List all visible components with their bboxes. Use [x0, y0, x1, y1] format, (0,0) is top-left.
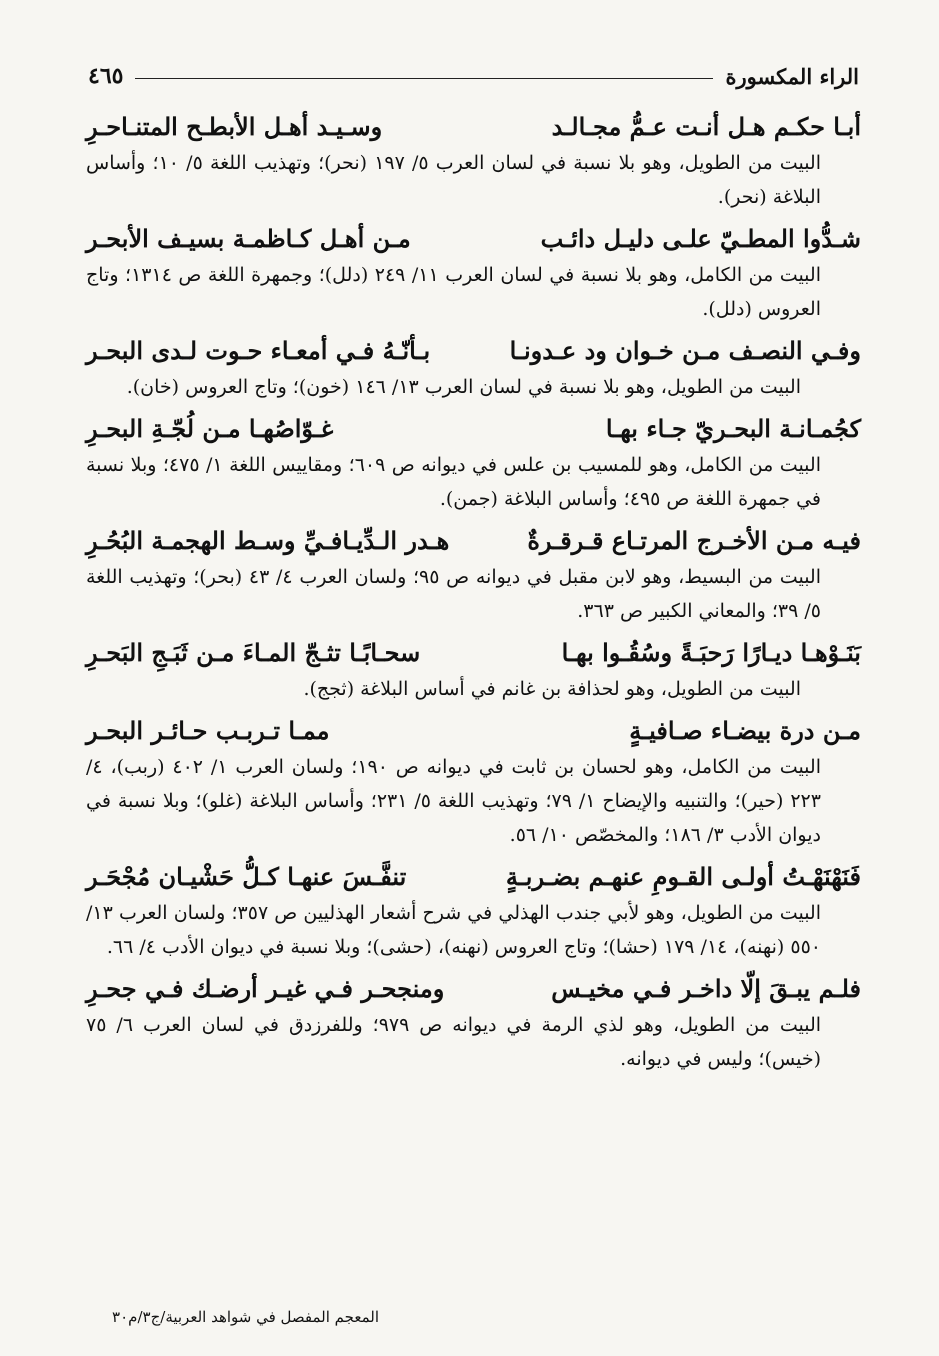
verse-citation: البيت من الكامل، وهو لحسان بن ثابت في ديوانه ص ١٩٠؛ ولسان العرب ١/ ٤٠٢ (ربب)، ٤/ ٢٢٣ (حير)؛ والتنبيه والإيضاح ١/ ٧٩؛ وتهذيب اللغة ٥/ ٢٣١؛ وأساس البلاغة (غلو)؛ وبلا نسبة في ديوان الأدب ٣/ ١٨٦؛ والمخصّص ١٠/ ٥٦.: [86, 756, 821, 846]
second-hemistich: تنفَّـسَ عنهـا كـلُّ حَشْيـان مُجْحَـر: [86, 862, 407, 891]
verse-citation: البيت من الكامل، وهو بلا نسبة في لسان العرب ١١/ ٢٤٩ (دلل)؛ وجمهرة اللغة ص ١٣١٤؛ وتاج العروس (دلل).: [86, 264, 821, 320]
verse-line: [86, 220, 861, 258]
page-number: ٤٦٥: [88, 63, 124, 89]
first-hemistich: شـدُّوا المطـيّ علـى دليـل دائـب: [540, 224, 861, 253]
verse-line: [86, 712, 861, 750]
verse-line: [86, 522, 861, 560]
verse-citation: البيت من الطويل، وهو لذي الرمة في ديوانه ص ٩٧٩؛ وللفرزدق في لسان العرب ٦/ ٧٥ (خيس)؛ وليس في ديوانه.: [86, 1014, 822, 1070]
verse-citation: البيت من الطويل، وهو بلا نسبة في لسان العرب ١٣/ ١٤٦ (خون)؛ وتاج العروس (خان).: [126, 376, 801, 398]
running-header: [88, 58, 859, 94]
verse-line: [86, 108, 861, 146]
second-hemistich: وسـيـد أهـل الأبطـح المتنـاحـرِ: [86, 112, 383, 141]
verse-entries: [86, 108, 861, 1082]
verse-citation: البيت من الطويل، وهو لحذافة بن غانم في أساس البلاغة (ثجج).: [303, 678, 801, 700]
second-hemistich: ومنجحـر فـي غيـر أرضـك فـي جحـرِ: [86, 974, 445, 1003]
verse-entry-6: [86, 634, 861, 706]
second-hemistich: ممـا تـربـب حـائـر البحـر: [86, 716, 330, 745]
second-hemistich: غـوّاصُهـا مـن لُجّـةِ البحـرِ: [86, 414, 334, 443]
verse-citation: البيت من الطويل، وهو لأبي جندب الهذلي في شرح أشعار الهذليين ص ٣٥٧؛ ولسان العرب ١٣/ ٥٥٠ (نهنه)، ١٤/ ١٧٩ (حشا)؛ وتاج العروس (نهنه)، (حشى)؛ وبلا نسبة في ديوان الأدب ٤/ ٦٦.: [86, 902, 821, 958]
verse-citation: البيت من الطويل، وهو بلا نسبة في لسان العرب ٥/ ١٩٧ (نحر)؛ وتهذيب اللغة ٥/ ١٠؛ وأساس البلاغة (نحر).: [86, 152, 821, 208]
first-hemistich: فيـه مـن الأخـرج المرتـاع قـرقـرةٌ: [527, 526, 861, 555]
verse-line: [86, 410, 861, 448]
second-hemistich: هـدر الـدِّيـافـيِّ وسـط الهجمـة البُحُـرِ: [86, 526, 450, 555]
verse-entry-7: [86, 712, 861, 852]
verse-entry-4: [86, 410, 861, 516]
verse-entry-1: [86, 108, 861, 214]
first-hemistich: فلـم يبـقَ إلّا داخـر فـي مخيـس: [551, 974, 861, 1003]
verse-line: [86, 858, 861, 896]
verse-entry-9: [86, 970, 861, 1076]
book-signature: المعجم المفصل في شواهد العربية/ج٣/م٣٠: [112, 1308, 379, 1326]
verse-entry-2: [86, 220, 861, 326]
verse-entry-3: [86, 332, 861, 404]
second-hemistich: سحـابًـا تثـجّ المـاءَ مـن ثَبَـجِ البَحـرِ: [86, 638, 421, 667]
verse-line: [86, 332, 861, 370]
verse-line: [86, 634, 861, 672]
verse-line: [86, 970, 861, 1008]
first-hemistich: فَنَهْنَهْـتُ أولـى القـومِ عنهـم بضـربـةٍ: [505, 862, 861, 891]
first-hemistich: أبـا حكـم هـل أنـت عـمُّ مجـالـد: [551, 112, 861, 141]
first-hemistich: كجُمـانـة البحـريّ جـاء بهـا: [605, 414, 861, 443]
first-hemistich: بَنَـوْهـا ديـارًا رَحبَـةً وسُقُـوا بهـا: [561, 638, 861, 667]
first-hemistich: مـن درة بيضـاء صـافيـةٍ: [629, 716, 861, 745]
second-hemistich: بـأنّـهُ فـي أمعـاء حـوت لـدى البحـر: [86, 336, 431, 365]
header-rule: [135, 78, 713, 79]
verse-citation: البيت من الكامل، وهو للمسيب بن علس في ديوانه ص ٦٠٩؛ ومقاييس اللغة ١/ ٤٧٥؛ وبلا نسبة في جمهرة اللغة ص ٤٩٥؛ وأساس البلاغة (جمن).: [86, 454, 821, 510]
verse-citation: البيت من البسيط، وهو لابن مقبل في ديوانه ص ٩٥؛ ولسان العرب ٤/ ٤٣ (بحر)؛ وتهذيب اللغة ٥/ ٣٩؛ والمعاني الكبير ص ٣٦٣.: [86, 566, 822, 622]
verse-entry-5: [86, 522, 861, 628]
second-hemistich: مـن أهـل كـاظمـة بسيـف الأبحـر: [86, 224, 411, 253]
first-hemistich: وفـي النصـف مـن خـوان ود عـدونـا: [509, 336, 861, 365]
verse-entry-8: [86, 858, 861, 964]
section-title: الراء المكسورة: [725, 63, 859, 89]
